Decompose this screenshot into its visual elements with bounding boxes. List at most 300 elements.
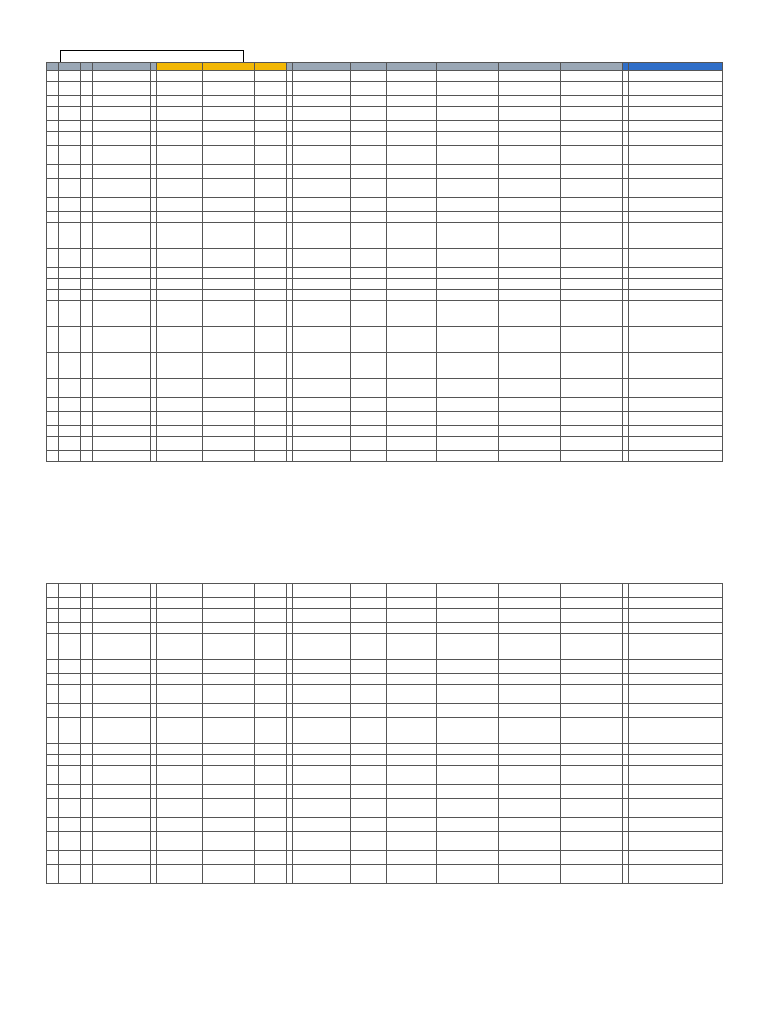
table-cell xyxy=(561,660,623,674)
table-cell xyxy=(387,584,437,598)
table-cell xyxy=(255,71,287,82)
table-cell xyxy=(293,598,351,609)
table-cell xyxy=(351,327,387,353)
table-cell xyxy=(203,674,255,685)
table-cell xyxy=(499,96,561,107)
table-cell xyxy=(81,623,93,634)
table-cell xyxy=(561,212,623,223)
table-cell xyxy=(351,744,387,755)
table-cell xyxy=(81,818,93,832)
table-cell xyxy=(629,437,723,451)
table-cell xyxy=(93,832,151,851)
table-cell xyxy=(81,851,93,865)
table-cell xyxy=(437,609,499,623)
table-cell xyxy=(81,674,93,685)
table-cell xyxy=(93,268,151,279)
table-cell xyxy=(59,755,81,766)
table-cell xyxy=(499,249,561,268)
table-cell xyxy=(437,132,499,146)
table-cell xyxy=(293,766,351,785)
table-cell xyxy=(47,268,59,279)
table-cell xyxy=(629,165,723,179)
table-cell xyxy=(157,82,203,96)
table-cell xyxy=(293,301,351,327)
table-cell xyxy=(561,412,623,426)
table-cell xyxy=(47,718,59,744)
table-cell xyxy=(293,437,351,451)
table-row xyxy=(47,290,723,301)
table-cell xyxy=(351,412,387,426)
table-cell xyxy=(203,290,255,301)
table-cell xyxy=(59,451,81,462)
table-cell xyxy=(81,301,93,327)
table-cell xyxy=(81,398,93,412)
table-cell xyxy=(293,268,351,279)
table-cell xyxy=(437,623,499,634)
table-cell xyxy=(47,132,59,146)
table-row xyxy=(47,212,723,223)
table-cell xyxy=(59,249,81,268)
table-cell xyxy=(629,426,723,437)
table-cell xyxy=(255,609,287,623)
table-cell xyxy=(203,785,255,799)
table-cell xyxy=(351,426,387,437)
table-cell xyxy=(203,609,255,623)
table-cell xyxy=(351,851,387,865)
table-cell xyxy=(81,598,93,609)
table-cell xyxy=(157,766,203,785)
table-cell xyxy=(293,799,351,818)
table-cell xyxy=(203,744,255,755)
table-cell xyxy=(499,718,561,744)
table-cell xyxy=(157,755,203,766)
table-cell xyxy=(47,279,59,290)
table-cell xyxy=(293,685,351,704)
table-cell xyxy=(499,685,561,704)
table-cell xyxy=(387,674,437,685)
table-cell xyxy=(47,818,59,832)
table-cell xyxy=(437,799,499,818)
table-cell xyxy=(437,451,499,462)
table-cell xyxy=(387,290,437,301)
table-cell xyxy=(203,634,255,660)
table-cell xyxy=(629,685,723,704)
table-cell xyxy=(437,584,499,598)
table-row xyxy=(47,426,723,437)
table-cell xyxy=(59,379,81,398)
table-cell xyxy=(81,634,93,660)
table-cell xyxy=(437,96,499,107)
table-cell xyxy=(59,290,81,301)
table-cell xyxy=(81,426,93,437)
table-cell xyxy=(387,744,437,755)
table-cell xyxy=(437,268,499,279)
table-row xyxy=(47,179,723,198)
table-cell xyxy=(59,785,81,799)
table-cell xyxy=(81,685,93,704)
table-cell xyxy=(93,198,151,212)
table-cell xyxy=(93,818,151,832)
table-cell xyxy=(59,832,81,851)
table-cell xyxy=(561,279,623,290)
table-cell xyxy=(629,744,723,755)
table-cell xyxy=(437,353,499,379)
table-cell xyxy=(157,718,203,744)
table-row xyxy=(47,301,723,327)
table-cell xyxy=(387,353,437,379)
table-cell xyxy=(47,660,59,674)
table-cell xyxy=(561,132,623,146)
table-cell xyxy=(47,851,59,865)
table-cell xyxy=(351,685,387,704)
table-cell xyxy=(255,766,287,785)
table-cell xyxy=(255,179,287,198)
table-cell xyxy=(81,249,93,268)
table-cell xyxy=(157,290,203,301)
table-cell xyxy=(561,249,623,268)
table-cell xyxy=(93,121,151,132)
table-cell xyxy=(561,832,623,851)
table-cell xyxy=(81,268,93,279)
table-cell xyxy=(81,212,93,223)
table-cell xyxy=(629,249,723,268)
table-cell xyxy=(351,249,387,268)
table-cell xyxy=(387,165,437,179)
table-cell xyxy=(499,82,561,96)
table-cell xyxy=(59,301,81,327)
table-cell xyxy=(561,179,623,198)
table-cell xyxy=(47,82,59,96)
table-cell xyxy=(255,685,287,704)
table-cell xyxy=(59,718,81,744)
table-cell xyxy=(157,165,203,179)
column-header xyxy=(437,63,499,71)
table-row xyxy=(47,71,723,82)
table-row xyxy=(47,785,723,799)
table-row xyxy=(47,398,723,412)
table-cell xyxy=(499,598,561,609)
table-cell xyxy=(437,437,499,451)
table-cell xyxy=(47,685,59,704)
table-cell xyxy=(203,766,255,785)
table-cell xyxy=(157,785,203,799)
table-cell xyxy=(561,718,623,744)
table-cell xyxy=(437,165,499,179)
table-cell xyxy=(499,279,561,290)
table-cell xyxy=(157,121,203,132)
table-cell xyxy=(255,799,287,818)
table-cell xyxy=(561,623,623,634)
table-cell xyxy=(387,398,437,412)
table-cell xyxy=(81,146,93,165)
table-cell xyxy=(93,327,151,353)
table-cell xyxy=(157,249,203,268)
table-row xyxy=(47,609,723,623)
table-cell xyxy=(81,121,93,132)
table-cell xyxy=(387,132,437,146)
table-cell xyxy=(47,674,59,685)
table-cell xyxy=(59,634,81,660)
table-row xyxy=(47,832,723,851)
table-cell xyxy=(293,851,351,865)
table-row xyxy=(47,865,723,884)
table-cell xyxy=(351,451,387,462)
table-cell xyxy=(157,426,203,437)
table-cell xyxy=(629,660,723,674)
table-cell xyxy=(351,799,387,818)
table-cell xyxy=(629,132,723,146)
table-cell xyxy=(203,398,255,412)
table-cell xyxy=(351,785,387,799)
table-cell xyxy=(59,223,81,249)
table-cell xyxy=(293,279,351,290)
table-row xyxy=(47,744,723,755)
table-row xyxy=(47,718,723,744)
table-cell xyxy=(387,71,437,82)
table-cell xyxy=(561,704,623,718)
table-cell xyxy=(157,437,203,451)
table-row xyxy=(47,223,723,249)
table-cell xyxy=(47,327,59,353)
column-header xyxy=(351,63,387,71)
table-row xyxy=(47,107,723,121)
table-cell xyxy=(499,660,561,674)
table-cell xyxy=(59,851,81,865)
table-cell xyxy=(81,718,93,744)
table-cell xyxy=(387,121,437,132)
table-cell xyxy=(629,623,723,634)
table-cell xyxy=(293,674,351,685)
table-cell xyxy=(351,353,387,379)
table-cell xyxy=(81,660,93,674)
table-cell xyxy=(561,121,623,132)
table-cell xyxy=(629,279,723,290)
table-cell xyxy=(157,96,203,107)
table-cell xyxy=(629,398,723,412)
table-cell xyxy=(93,584,151,598)
table-cell xyxy=(561,96,623,107)
table-cell xyxy=(59,279,81,290)
table-cell xyxy=(387,426,437,437)
table-cell xyxy=(93,851,151,865)
table-cell xyxy=(499,121,561,132)
table-cell xyxy=(561,426,623,437)
table-cell xyxy=(351,268,387,279)
table-cell xyxy=(351,290,387,301)
table-cell xyxy=(47,165,59,179)
table-cell xyxy=(293,412,351,426)
table-cell xyxy=(561,451,623,462)
table-cell xyxy=(157,301,203,327)
table-cell xyxy=(293,426,351,437)
table-cell xyxy=(203,212,255,223)
table-cell xyxy=(437,146,499,165)
table-cell xyxy=(561,398,623,412)
table-cell xyxy=(47,398,59,412)
table-cell xyxy=(629,785,723,799)
table-cell xyxy=(255,865,287,884)
table-cell xyxy=(81,584,93,598)
table-cell xyxy=(59,426,81,437)
table-cell xyxy=(499,198,561,212)
table-cell xyxy=(47,249,59,268)
column-header xyxy=(561,63,623,71)
table-cell xyxy=(499,71,561,82)
table-cell xyxy=(203,799,255,818)
table-cell xyxy=(437,198,499,212)
column-header xyxy=(47,63,59,71)
table-cell xyxy=(47,865,59,884)
table-row xyxy=(47,165,723,179)
table-cell xyxy=(59,165,81,179)
table-cell xyxy=(59,623,81,634)
table-cell xyxy=(293,132,351,146)
table-cell xyxy=(203,279,255,290)
table-cell xyxy=(255,832,287,851)
table-cell xyxy=(157,851,203,865)
table-cell xyxy=(629,71,723,82)
table-cell xyxy=(629,96,723,107)
column-header xyxy=(59,63,81,71)
table-cell xyxy=(293,584,351,598)
table-cell xyxy=(93,799,151,818)
table-cell xyxy=(47,179,59,198)
table-cell xyxy=(387,704,437,718)
table-cell xyxy=(293,327,351,353)
table-cell xyxy=(437,249,499,268)
table-cell xyxy=(59,353,81,379)
table-cell xyxy=(59,327,81,353)
table-cell xyxy=(93,249,151,268)
table-cell xyxy=(351,623,387,634)
table-cell xyxy=(629,718,723,744)
table-cell xyxy=(157,107,203,121)
table-cell xyxy=(293,398,351,412)
table-cell xyxy=(255,379,287,398)
table-cell xyxy=(387,832,437,851)
table-cell xyxy=(629,353,723,379)
table-cell xyxy=(437,107,499,121)
table-cell xyxy=(499,437,561,451)
table-cell xyxy=(351,718,387,744)
table-cell xyxy=(499,865,561,884)
table-cell xyxy=(437,755,499,766)
table-cell xyxy=(81,609,93,623)
table-cell xyxy=(351,832,387,851)
table-cell xyxy=(203,165,255,179)
table-cell xyxy=(387,755,437,766)
table-cell xyxy=(47,785,59,799)
table-cell xyxy=(59,674,81,685)
table-cell xyxy=(561,327,623,353)
table-cell xyxy=(629,301,723,327)
table-cell xyxy=(203,598,255,609)
table-cell xyxy=(437,685,499,704)
table-cell xyxy=(59,865,81,884)
table-cell xyxy=(93,146,151,165)
table-cell xyxy=(93,609,151,623)
table-cell xyxy=(499,301,561,327)
table-cell xyxy=(387,379,437,398)
table-cell xyxy=(437,412,499,426)
table-cell xyxy=(59,146,81,165)
table-cell xyxy=(157,598,203,609)
table-cell xyxy=(93,82,151,96)
table-row xyxy=(47,353,723,379)
table-cell xyxy=(93,290,151,301)
table-cell xyxy=(203,437,255,451)
table-cell xyxy=(59,704,81,718)
table-cell xyxy=(203,623,255,634)
table-cell xyxy=(437,785,499,799)
table-cell xyxy=(387,766,437,785)
table-cell xyxy=(203,818,255,832)
table-cell xyxy=(629,212,723,223)
table-cell xyxy=(93,785,151,799)
table-cell xyxy=(255,851,287,865)
table-cell xyxy=(387,223,437,249)
table-cell xyxy=(81,744,93,755)
table-cell xyxy=(387,301,437,327)
table-cell xyxy=(351,121,387,132)
table-cell xyxy=(561,766,623,785)
table-cell xyxy=(499,832,561,851)
table-cell xyxy=(93,598,151,609)
table-cell xyxy=(629,598,723,609)
table-cell xyxy=(499,179,561,198)
table-cell xyxy=(351,132,387,146)
table-cell xyxy=(437,290,499,301)
table-cell xyxy=(351,660,387,674)
table-cell xyxy=(93,165,151,179)
column-header xyxy=(293,63,351,71)
table-cell xyxy=(561,755,623,766)
column-header xyxy=(387,63,437,71)
table-cell xyxy=(561,634,623,660)
table-cell xyxy=(47,379,59,398)
table-cell xyxy=(81,379,93,398)
table-cell xyxy=(499,426,561,437)
table-cell xyxy=(157,818,203,832)
table-cell xyxy=(93,674,151,685)
table-cell xyxy=(351,674,387,685)
table-cell xyxy=(93,223,151,249)
table-cell xyxy=(629,609,723,623)
table-cell xyxy=(255,451,287,462)
table-cell xyxy=(293,107,351,121)
table-cell xyxy=(437,212,499,223)
table-cell xyxy=(59,818,81,832)
table-cell xyxy=(203,379,255,398)
table-cell xyxy=(81,832,93,851)
table-cell xyxy=(387,412,437,426)
table-cell xyxy=(387,96,437,107)
table-cell xyxy=(387,279,437,290)
table-cell xyxy=(93,685,151,704)
table-cell xyxy=(93,704,151,718)
table-cell xyxy=(81,799,93,818)
table-row xyxy=(47,584,723,598)
table-cell xyxy=(499,223,561,249)
table-cell xyxy=(47,71,59,82)
table-cell xyxy=(93,379,151,398)
table-cell xyxy=(81,179,93,198)
table-cell xyxy=(437,865,499,884)
table-row xyxy=(47,766,723,785)
table-cell xyxy=(351,107,387,121)
table-cell xyxy=(81,107,93,121)
table-cell xyxy=(629,198,723,212)
